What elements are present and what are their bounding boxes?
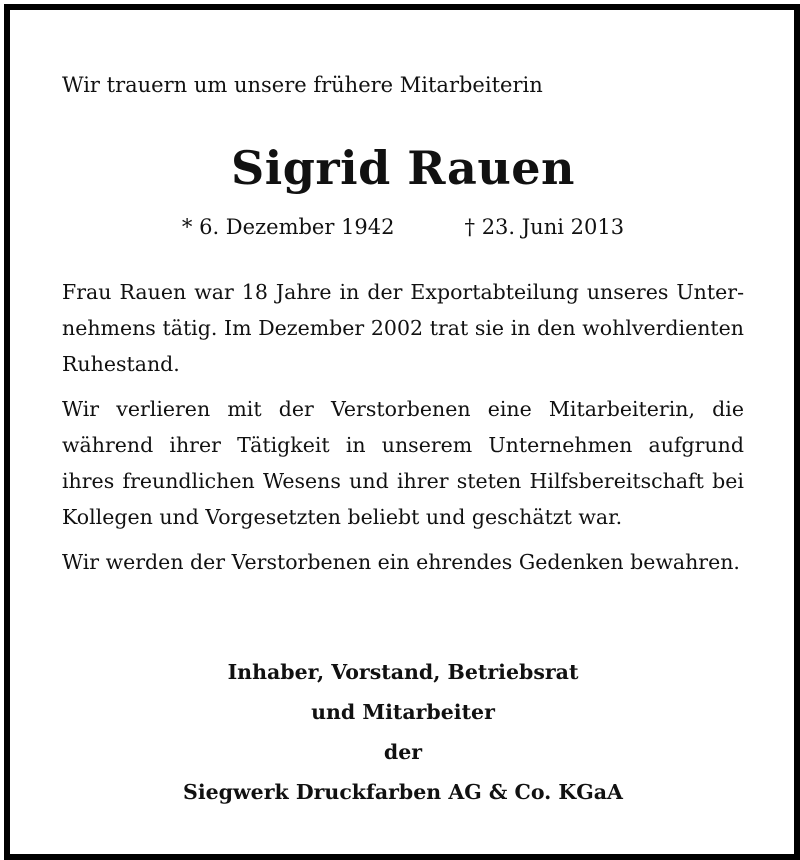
obituary-frame: [4, 4, 800, 860]
death-date: † 23. Juni 2013: [464, 215, 625, 239]
deceased-name: Sigrid Rauen: [231, 141, 575, 195]
obituary-body: [62, 274, 744, 589]
paragraph-employment: Frau Rauen war 18 Jahre in der Exportabteilung unseres Unternehmens tätig. Im Dezember 2002 trat sie in den wohlverdienten Ruhestand.: [62, 280, 744, 376]
intro-line: Wir trauern um unsere frühere Mitarbeiterin: [62, 73, 543, 97]
signature-line: und Mitarbeiter: [311, 700, 495, 724]
signature-line: Inhaber, Vorstand, Betriebsrat: [227, 660, 579, 684]
company-name: Siegwerk Druckfarben AG & Co. KGaA: [183, 780, 623, 804]
birth-date: * 6. Dezember 1942: [181, 215, 395, 239]
signature-line: der: [383, 740, 423, 764]
paragraph-tribute: Wir verlieren mit der Verstorbenen eine Mitarbeiterin, die während ihrer Tätigkeit in unserem Unternehmen aufgrund ihres freundlichen Wesens und ihrer steten Hilfsbereitschaft bei Kollegen und Vorgesetzten beliebt und geschätzt war.: [62, 397, 744, 529]
obituary-content: [62, 10, 744, 854]
signature-block: [62, 652, 744, 812]
paragraph-remembrance: Wir werden der Verstorbenen ein ehrendes Gedenken bewahren.: [62, 550, 740, 574]
life-dates: [62, 212, 744, 242]
